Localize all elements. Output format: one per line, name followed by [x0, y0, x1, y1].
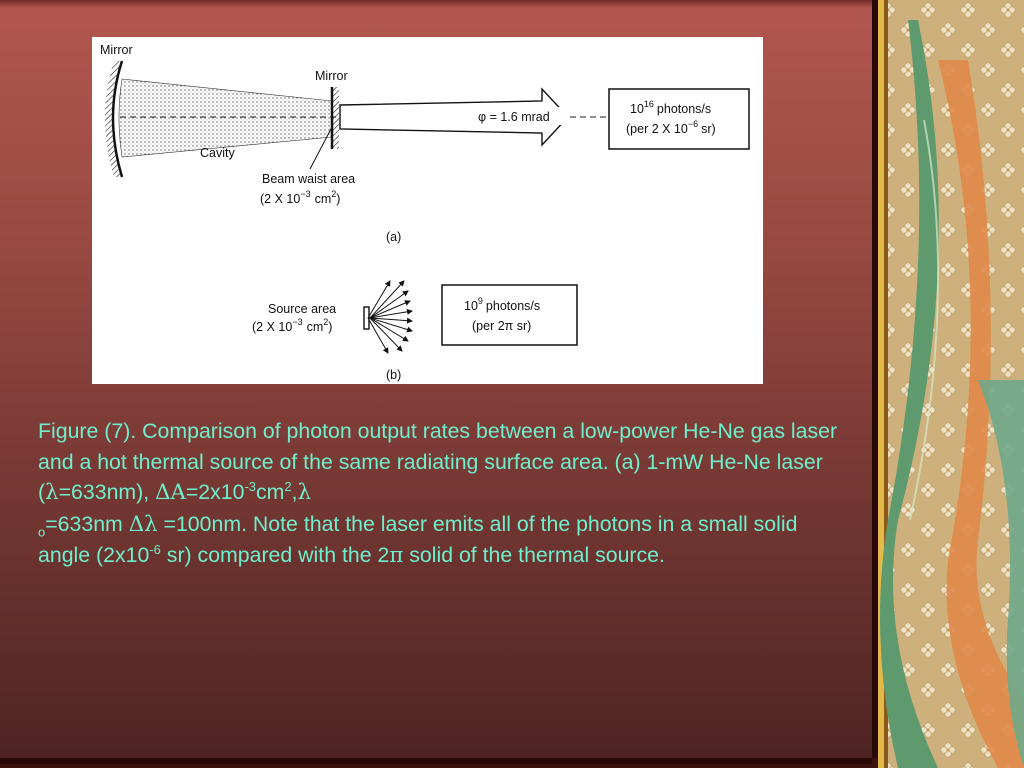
- part-b-caption: (b): [386, 368, 402, 382]
- thermal-photon-box: [442, 285, 577, 345]
- source-area-label: Source area: [268, 302, 337, 316]
- cavity-label: Cavity: [200, 146, 235, 160]
- beam-waist-value: (2 X $10^{-3}$ $cm^2$): [260, 189, 341, 206]
- mirror-left-label: Mirror: [100, 43, 133, 57]
- laser-solid-angle-text: (per 2 X $10^{-6}$ sr): [626, 119, 716, 136]
- thermal-rate-text: $10^9$ photons/s: [464, 296, 541, 313]
- laser-vs-thermal-figure: [92, 37, 763, 384]
- thermal-rays: [368, 281, 412, 353]
- decorative-side-panel: [878, 0, 1024, 768]
- thermal-solid-angle-text: (per 2π sr): [472, 319, 532, 333]
- source-area-value: (2 X $10^{-3}$ $cm^2$): [252, 317, 333, 334]
- part-a-caption: (a): [386, 230, 402, 244]
- beam-waist-label: Beam waist area: [262, 172, 356, 186]
- laser-photon-box: [609, 89, 749, 149]
- figure-diagram: [92, 37, 763, 384]
- divergence-label: φ = 1.6 mrad: [478, 110, 550, 124]
- laser-rate-text: $10^{16}$ photons/s: [630, 99, 712, 116]
- figure-caption: Figure (7). Comparison of photon output rates between a low-power He-Ne gas laser and a hot thermal source of the same radiating surface area. (a) 1-mW He-Ne laser (λ=633nm), $\Delta A=2x10^{-3}cm^2,\lambda$ $_o$=633nm Δλ =100nm. Note that the laser emits all of the photons in a small solid angle ($2x10^{-6}$ sr) compared with the 2π solid of the thermal source.: [38, 419, 838, 568]
- mirror-right-label: Mirror: [315, 69, 348, 83]
- floral-ribbon-decoration: [878, 0, 1024, 768]
